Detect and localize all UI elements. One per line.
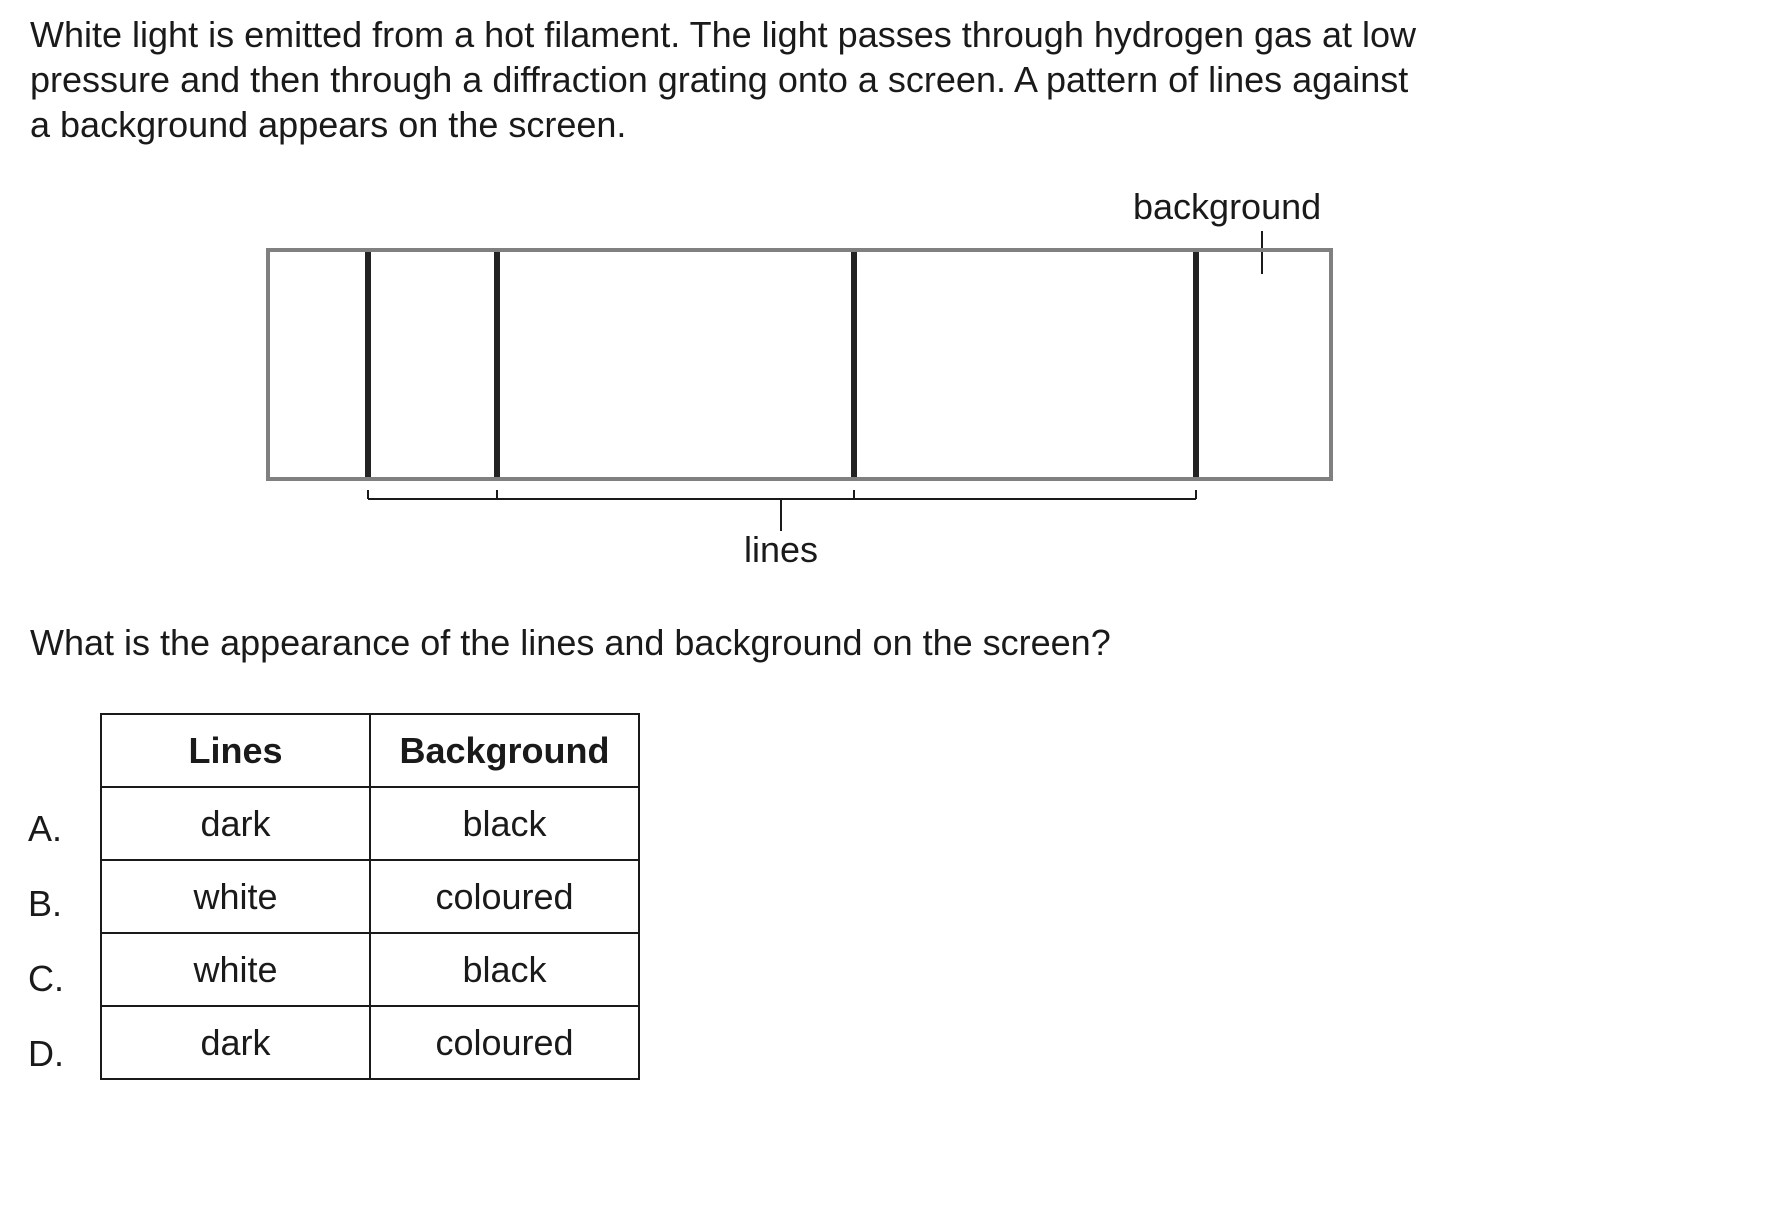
intro-line-3: a background appears on the screen. — [30, 104, 627, 145]
option-letter-c: C. — [28, 958, 64, 999]
lines-label: lines — [743, 529, 819, 570]
table-row — [101, 1006, 639, 1079]
spectrum-diagram — [0, 0, 1785, 600]
option-letter-b: B. — [28, 883, 63, 924]
header-lines: Lines — [101, 714, 370, 787]
intro-line-1: White light is emitted from a hot filament. The light passes through hydrogen gas at low — [30, 14, 1417, 55]
table-row — [101, 860, 639, 933]
intro-line-2: pressure and then through a diffraction grating onto a screen. A pattern of lines against — [30, 59, 1409, 100]
lines-bracket — [368, 490, 1196, 531]
background-label: background — [1133, 186, 1322, 227]
cell-lines: dark — [101, 1006, 370, 1079]
cell-background: coloured — [370, 860, 639, 933]
option-letter-a: A. — [28, 808, 63, 849]
cell-lines: dark — [101, 787, 370, 860]
answer-options-table — [100, 713, 640, 1080]
table-row — [101, 787, 639, 860]
question-text: What is the appearance of the lines and background on the screen? — [30, 622, 1111, 663]
cell-lines: white — [101, 933, 370, 1006]
cell-background: black — [370, 787, 639, 860]
cell-lines: white — [101, 860, 370, 933]
table-header-row — [101, 714, 639, 787]
table-row — [101, 933, 639, 1006]
cell-background: coloured — [370, 1006, 639, 1079]
header-background: Background — [370, 714, 639, 787]
option-letter-d: D. — [28, 1033, 64, 1074]
screen-rectangle — [268, 250, 1331, 479]
cell-background: black — [370, 933, 639, 1006]
